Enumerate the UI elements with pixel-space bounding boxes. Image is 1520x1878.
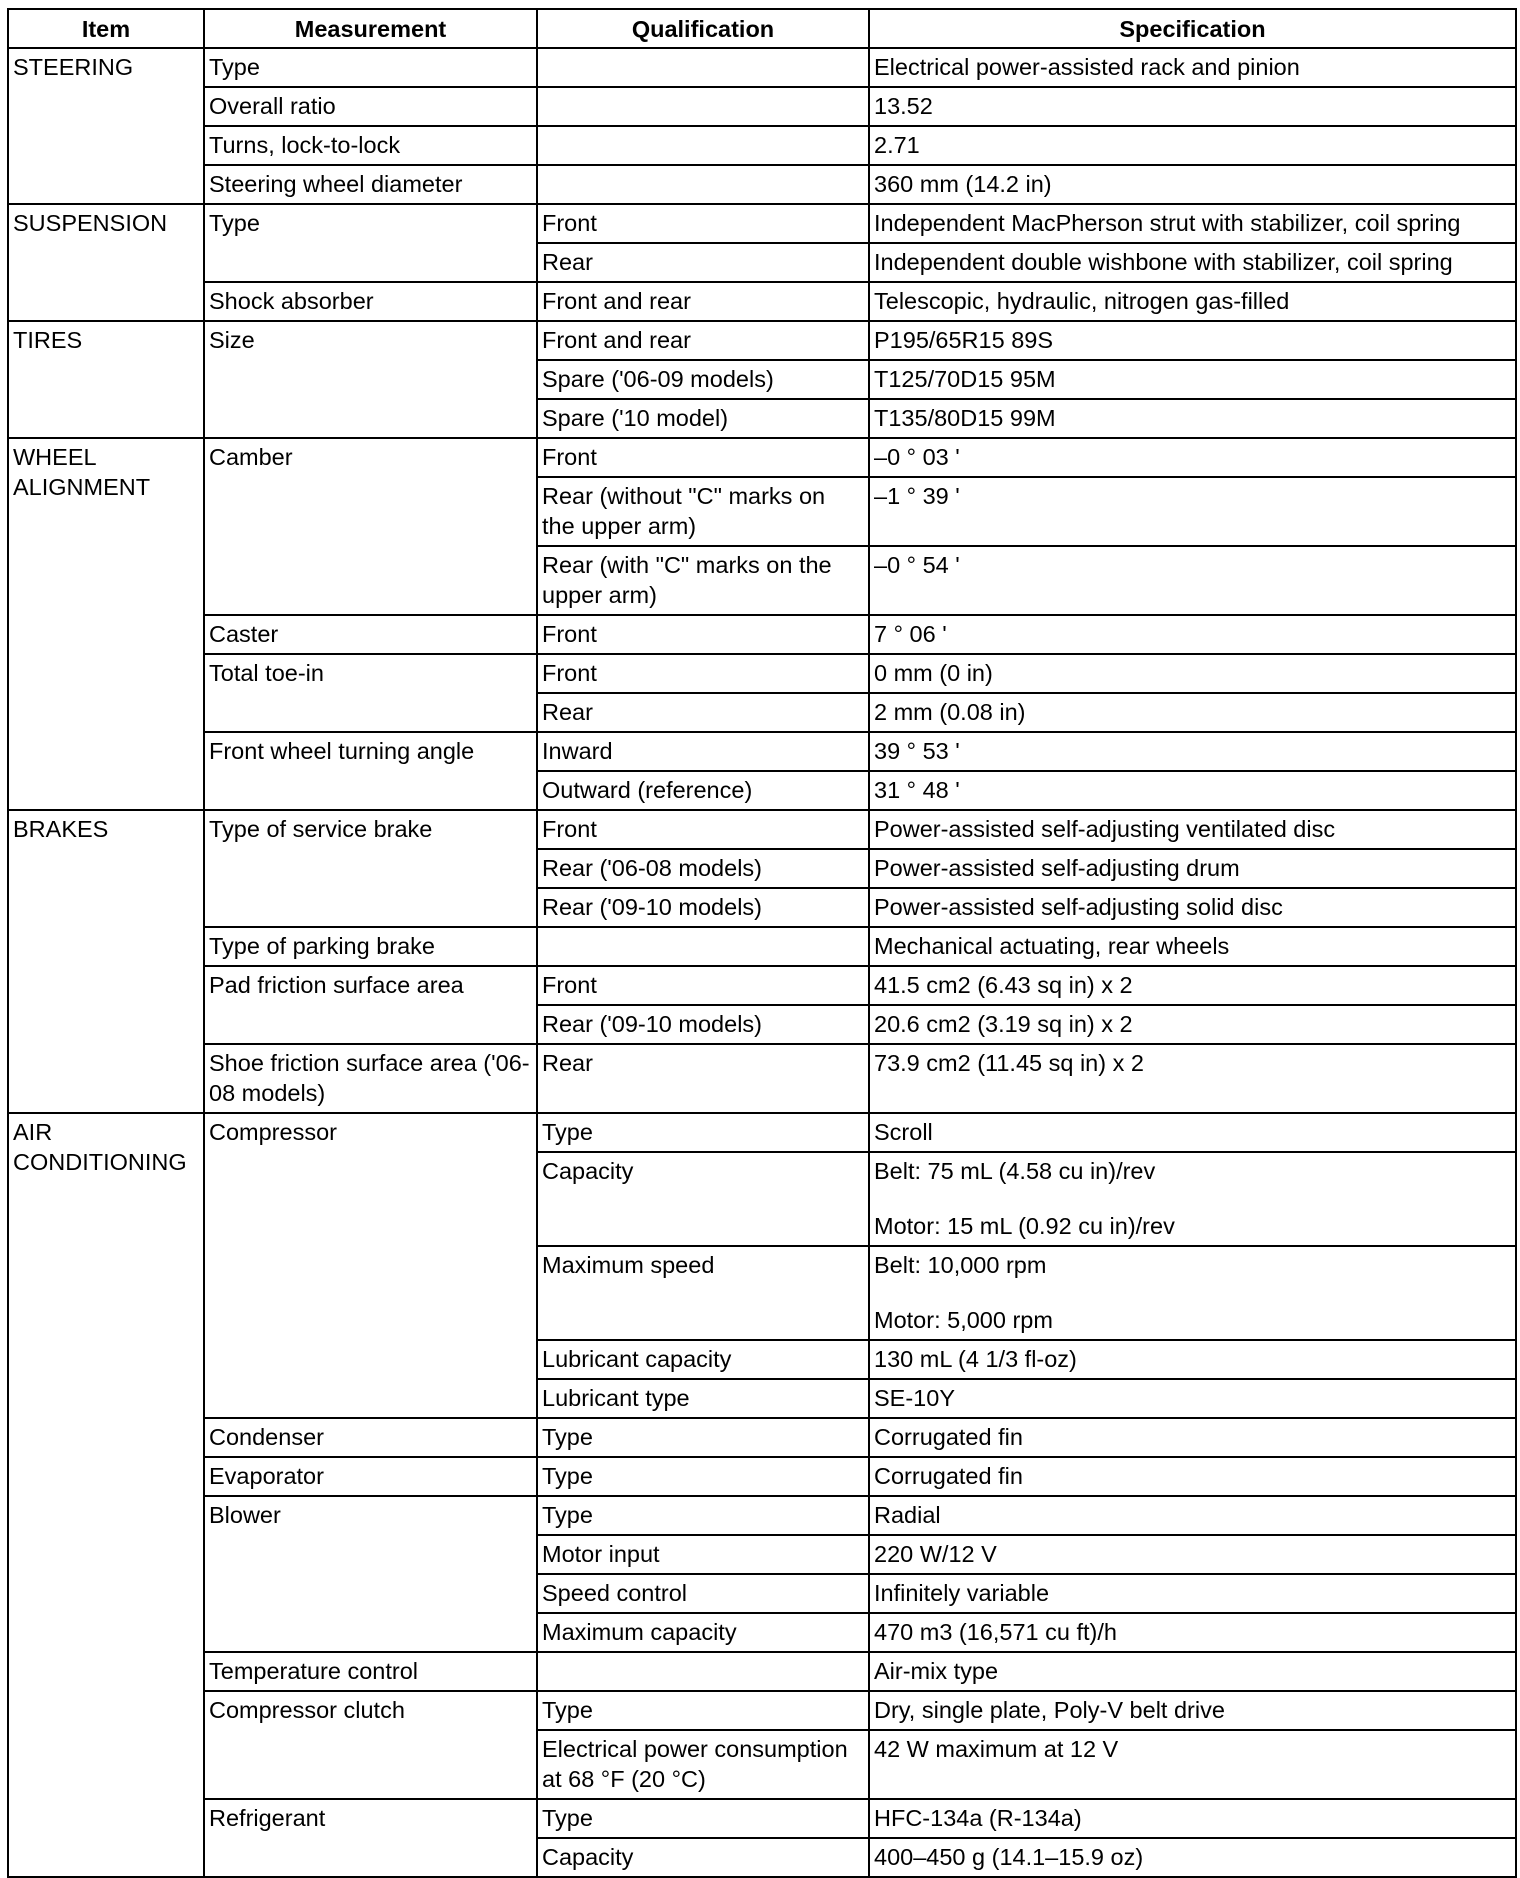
qualification-cell: Spare ('10 model) bbox=[537, 399, 869, 438]
table-row bbox=[8, 48, 1516, 87]
item-cell: TIRES bbox=[8, 321, 204, 438]
specification-cell: 130 mL (4 1/3 fl-oz) bbox=[869, 1340, 1516, 1379]
specification-cell: Power-assisted self-adjusting ventilated disc bbox=[869, 810, 1516, 849]
measurement-cell: Compressor clutch bbox=[204, 1691, 537, 1799]
specification-cell: 42 W maximum at 12 V bbox=[869, 1730, 1516, 1799]
header-item: Item bbox=[8, 9, 204, 48]
qualification-cell: Maximum capacity bbox=[537, 1613, 869, 1652]
header-row bbox=[8, 9, 1516, 48]
table-row bbox=[8, 126, 1516, 165]
specification-cell: 73.9 cm2 (11.45 sq in) x 2 bbox=[869, 1044, 1516, 1113]
specification-cell: 41.5 cm2 (6.43 sq in) x 2 bbox=[869, 966, 1516, 1005]
qualification-cell bbox=[537, 1652, 869, 1691]
qualification-cell: Type bbox=[537, 1113, 869, 1152]
specification-cell: 2 mm (0.08 in) bbox=[869, 693, 1516, 732]
header-specification: Specification bbox=[869, 9, 1516, 48]
specification-cell: Corrugated fin bbox=[869, 1457, 1516, 1496]
specification-cell: Power-assisted self-adjusting drum bbox=[869, 849, 1516, 888]
qualification-cell: Rear ('09-10 models) bbox=[537, 888, 869, 927]
specification-cell: Radial bbox=[869, 1496, 1516, 1535]
table-row bbox=[8, 165, 1516, 204]
qualification-cell: Lubricant type bbox=[537, 1379, 869, 1418]
item-cell: SUSPENSION bbox=[8, 204, 204, 321]
measurement-cell: Type of service brake bbox=[204, 810, 537, 927]
qualification-cell: Front bbox=[537, 810, 869, 849]
specification-cell: –0 ° 03 ' bbox=[869, 438, 1516, 477]
specification-cell: Corrugated fin bbox=[869, 1418, 1516, 1457]
qualification-cell: Type bbox=[537, 1457, 869, 1496]
qualification-cell: Rear (without "C" marks on the upper arm) bbox=[537, 477, 869, 546]
qualification-cell bbox=[537, 126, 869, 165]
specification-cell: Telescopic, hydraulic, nitrogen gas-filled bbox=[869, 282, 1516, 321]
spec-line-belt: Belt: 75 mL (4.58 cu in)/rev bbox=[874, 1158, 1156, 1184]
specification-cell bbox=[869, 1152, 1516, 1246]
table-row bbox=[8, 927, 1516, 966]
measurement-cell: Type bbox=[204, 204, 537, 282]
specification-cell: 2.71 bbox=[869, 126, 1516, 165]
specification-cell: T135/80D15 99M bbox=[869, 399, 1516, 438]
item-cell: STEERING bbox=[8, 48, 204, 204]
measurement-cell: Camber bbox=[204, 438, 537, 615]
specification-cell: 13.52 bbox=[869, 87, 1516, 126]
header-qualification: Qualification bbox=[537, 9, 869, 48]
measurement-cell: Evaporator bbox=[204, 1457, 537, 1496]
qualification-cell bbox=[537, 165, 869, 204]
qualification-cell: Front and rear bbox=[537, 321, 869, 360]
table-row bbox=[8, 321, 1516, 360]
qualification-cell: Capacity bbox=[537, 1838, 869, 1877]
specification-cell: HFC-134a (R-134a) bbox=[869, 1799, 1516, 1838]
specification-cell: 400–450 g (14.1–15.9 oz) bbox=[869, 1838, 1516, 1877]
specification-cell: Electrical power-assisted rack and pinion bbox=[869, 48, 1516, 87]
table-row bbox=[8, 654, 1516, 693]
table-row bbox=[8, 1044, 1516, 1113]
table-row bbox=[8, 966, 1516, 1005]
qualification-cell: Spare ('06-09 models) bbox=[537, 360, 869, 399]
specification-cell: 20.6 cm2 (3.19 sq in) x 2 bbox=[869, 1005, 1516, 1044]
measurement-cell: Caster bbox=[204, 615, 537, 654]
qualification-cell: Inward bbox=[537, 732, 869, 771]
measurement-cell: Shock absorber bbox=[204, 282, 537, 321]
qualification-cell: Lubricant capacity bbox=[537, 1340, 869, 1379]
qualification-cell: Capacity bbox=[537, 1152, 869, 1246]
table-row bbox=[8, 1418, 1516, 1457]
specification-cell bbox=[869, 1246, 1516, 1340]
measurement-cell: Temperature control bbox=[204, 1652, 537, 1691]
measurement-cell: Total toe-in bbox=[204, 654, 537, 732]
qualification-cell: Rear ('06-08 models) bbox=[537, 849, 869, 888]
specification-cell: Mechanical actuating, rear wheels bbox=[869, 927, 1516, 966]
specification-cell: Independent double wishbone with stabilizer, coil spring bbox=[869, 243, 1516, 282]
qualification-cell bbox=[537, 87, 869, 126]
table-row bbox=[8, 732, 1516, 771]
qualification-cell: Speed control bbox=[537, 1574, 869, 1613]
specification-cell: –1 ° 39 ' bbox=[869, 477, 1516, 546]
measurement-cell: Compressor bbox=[204, 1113, 537, 1418]
spec-line-motor: Motor: 15 mL (0.92 cu in)/rev bbox=[874, 1213, 1175, 1239]
spec-line-motor: Motor: 5,000 rpm bbox=[874, 1307, 1053, 1333]
qualification-cell: Front bbox=[537, 438, 869, 477]
qualification-cell: Type bbox=[537, 1799, 869, 1838]
specification-cell: 220 W/12 V bbox=[869, 1535, 1516, 1574]
qualification-cell: Front bbox=[537, 654, 869, 693]
specification-cell: 0 mm (0 in) bbox=[869, 654, 1516, 693]
specification-cell: Independent MacPherson strut with stabilizer, coil spring bbox=[869, 204, 1516, 243]
specification-cell: Scroll bbox=[869, 1113, 1516, 1152]
qualification-cell: Outward (reference) bbox=[537, 771, 869, 810]
measurement-cell: Type bbox=[204, 48, 537, 87]
qualification-cell: Rear bbox=[537, 243, 869, 282]
qualification-cell: Maximum speed bbox=[537, 1246, 869, 1340]
qualification-cell: Front and rear bbox=[537, 282, 869, 321]
specification-cell: Power-assisted self-adjusting solid disc bbox=[869, 888, 1516, 927]
qualification-cell: Rear bbox=[537, 1044, 869, 1113]
measurement-cell: Shoe friction surface area ('06-08 models) bbox=[204, 1044, 537, 1113]
specification-cell: 470 m3 (16,571 cu ft)/h bbox=[869, 1613, 1516, 1652]
qualification-cell bbox=[537, 48, 869, 87]
qualification-cell: Rear bbox=[537, 693, 869, 732]
table-row bbox=[8, 615, 1516, 654]
spec-line-belt: Belt: 10,000 rpm bbox=[874, 1252, 1047, 1278]
specification-cell: Dry, single plate, Poly-V belt drive bbox=[869, 1691, 1516, 1730]
table-row bbox=[8, 1496, 1516, 1535]
measurement-cell: Type of parking brake bbox=[204, 927, 537, 966]
table-row bbox=[8, 1652, 1516, 1691]
specification-cell: 360 mm (14.2 in) bbox=[869, 165, 1516, 204]
table-row bbox=[8, 204, 1516, 243]
measurement-cell: Refrigerant bbox=[204, 1799, 537, 1877]
item-cell: AIR CONDITIONING bbox=[8, 1113, 204, 1877]
specification-cell: –0 ° 54 ' bbox=[869, 546, 1516, 615]
table-row bbox=[8, 282, 1516, 321]
table-row bbox=[8, 87, 1516, 126]
qualification-cell: Electrical power consumption at 68 °F (20 °C) bbox=[537, 1730, 869, 1799]
specifications-table bbox=[7, 8, 1517, 1878]
specification-cell: Air-mix type bbox=[869, 1652, 1516, 1691]
specification-cell: SE-10Y bbox=[869, 1379, 1516, 1418]
measurement-cell: Front wheel turning angle bbox=[204, 732, 537, 810]
qualification-cell: Rear (with "C" marks on the upper arm) bbox=[537, 546, 869, 615]
qualification-cell: Type bbox=[537, 1418, 869, 1457]
table-row bbox=[8, 1457, 1516, 1496]
qualification-cell: Front bbox=[537, 615, 869, 654]
specification-cell: 39 ° 53 ' bbox=[869, 732, 1516, 771]
item-cell: BRAKES bbox=[8, 810, 204, 1113]
table-row bbox=[8, 1113, 1516, 1152]
table-row bbox=[8, 438, 1516, 477]
qualification-cell: Front bbox=[537, 966, 869, 1005]
qualification-cell: Motor input bbox=[537, 1535, 869, 1574]
qualification-cell: Type bbox=[537, 1496, 869, 1535]
header-measurement: Measurement bbox=[204, 9, 537, 48]
table-row bbox=[8, 1691, 1516, 1730]
measurement-cell: Overall ratio bbox=[204, 87, 537, 126]
table-row bbox=[8, 1799, 1516, 1838]
table-row bbox=[8, 810, 1516, 849]
measurement-cell: Steering wheel diameter bbox=[204, 165, 537, 204]
qualification-cell: Rear ('09-10 models) bbox=[537, 1005, 869, 1044]
qualification-cell bbox=[537, 927, 869, 966]
specification-cell: 7 ° 06 ' bbox=[869, 615, 1516, 654]
specification-cell: Infinitely variable bbox=[869, 1574, 1516, 1613]
qualification-cell: Type bbox=[537, 1691, 869, 1730]
measurement-cell: Pad friction surface area bbox=[204, 966, 537, 1044]
specification-cell: 31 ° 48 ' bbox=[869, 771, 1516, 810]
measurement-cell: Blower bbox=[204, 1496, 537, 1652]
measurement-cell: Size bbox=[204, 321, 537, 438]
item-cell: WHEEL ALIGNMENT bbox=[8, 438, 204, 810]
specification-cell: T125/70D15 95M bbox=[869, 360, 1516, 399]
measurement-cell: Condenser bbox=[204, 1418, 537, 1457]
measurement-cell: Turns, lock-to-lock bbox=[204, 126, 537, 165]
specification-cell: P195/65R15 89S bbox=[869, 321, 1516, 360]
qualification-cell: Front bbox=[537, 204, 869, 243]
